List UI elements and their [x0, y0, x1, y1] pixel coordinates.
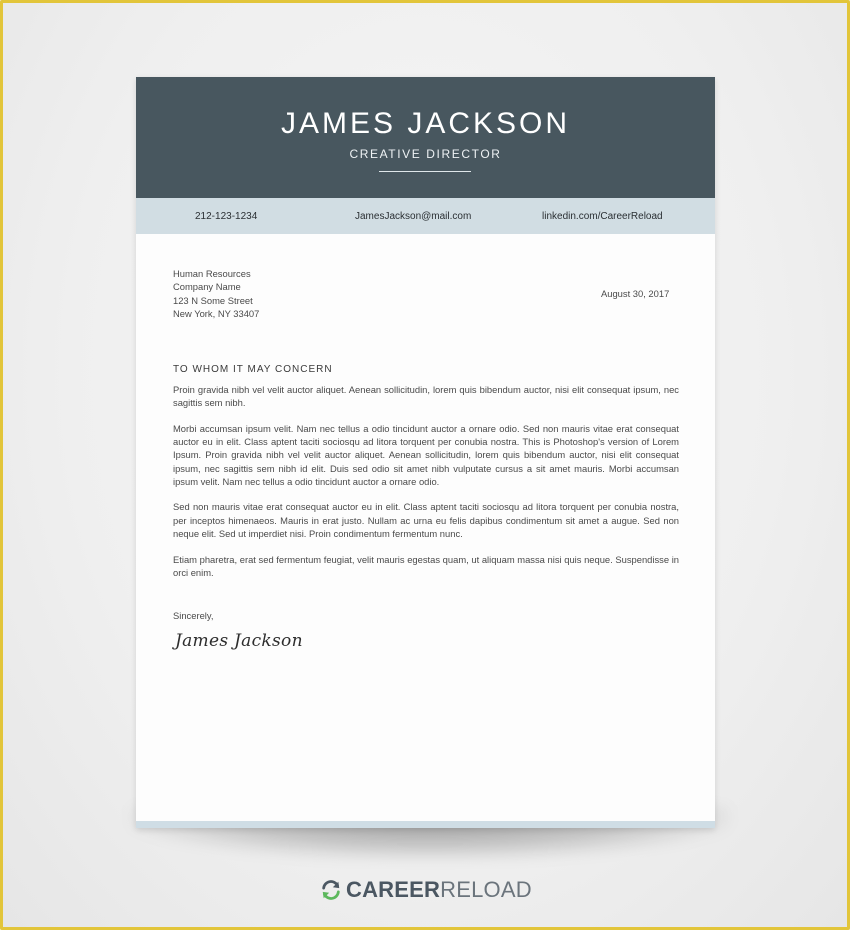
- letterhead-header: [136, 77, 715, 198]
- paragraph: Sed non mauris vitae erat consequat auctor eu in elit. Class aptent taciti sociosqu ad litora torquent per conubia nostra, per inceptos himenaeos. Mauris in erat justo. Nullam ac urna eu felis dapibus condimentum sit amet a augue. Sed non neque elit. Sed ut imperdiet nisi. Proin condimentum fermentum nunc.: [173, 501, 679, 539]
- header-divider: [379, 171, 471, 172]
- refresh-cycle-icon: [320, 879, 342, 901]
- paragraph: Etiam pharetra, erat sed fermentum feugiat, velit mauris egestas quam, ut aliquam massa nisi quis neque. Suspendisse in orci enim.: [173, 553, 679, 578]
- recipient-line: Company Name: [173, 281, 241, 293]
- brand-name-bold: CAREER: [346, 877, 441, 902]
- brand-logo: [320, 876, 532, 904]
- footer-strip: [136, 821, 715, 828]
- contact-email: JamesJackson@mail.com: [355, 211, 472, 222]
- paragraph: Morbi accumsan ipsum velit. Nam nec tellus a odio tincidunt auctor a ornare odio. Sed non mauris vitae erat consequat auctor eu in elit. Class aptent taciti sociosqu ad litora torquent per conubia nostra. This is Photoshop's version of Lorem Ipsum. Proin gravida nibh vel velit auctor aliquet. Aenean sollicitudin, lorem quis bibendum auctor, nisi elit consequat ipsum, nec sagittis sem nibh id elit. Duis sed odio sit amet nibh vulputate cursus a sit amet mauris. Morbi accumsan ipsum velit. Nam nec tellus a odio tincidunt auctor a ornare odio.: [173, 422, 679, 487]
- contact-linkedin: linkedin.com/CareerReload: [542, 211, 663, 222]
- signature: James Jackson: [175, 631, 303, 651]
- contact-phone: 212-123-1234: [195, 211, 258, 222]
- paragraph: Proin gravida nibh vel velit auctor aliquet. Aenean sollicitudin, lorem quis bibendum auctor, nisi elit consequat ipsum, nec sagittis sem nibh.: [173, 384, 679, 409]
- recipient-line: 123 N Some Street: [173, 294, 253, 306]
- brand-name-light: RELOAD: [440, 877, 532, 902]
- salutation: TO WHOM IT MAY CONCERN: [173, 364, 333, 375]
- job-title: CREATIVE DIRECTOR: [349, 147, 502, 161]
- applicant-name: JAMES JACKSON: [280, 107, 571, 140]
- letter-body: [173, 267, 679, 651]
- letter-paragraphs: [173, 383, 679, 591]
- letter-date: August 30, 2017: [601, 288, 670, 299]
- closing: Sincerely,: [173, 610, 214, 621]
- cover-letter-page: [136, 77, 715, 828]
- recipient-line: Human Resources: [173, 268, 251, 279]
- contact-bar: [136, 198, 715, 234]
- recipient-line: New York, NY 33407: [173, 308, 260, 320]
